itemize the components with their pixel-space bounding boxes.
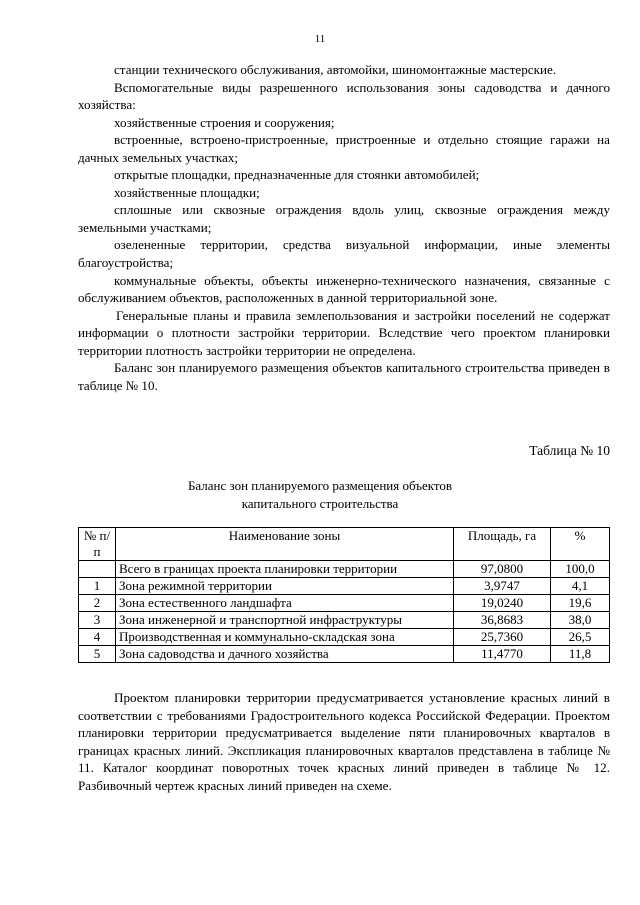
table-cell: 26,5 xyxy=(551,629,610,646)
table-cell: 5 xyxy=(79,646,116,663)
table-cell: 3,9747 xyxy=(454,578,551,595)
table-cell: Зона садоводства и дачного хозяйства xyxy=(116,646,454,663)
list-item: открытые площадки, предназначенные для стоянки автомобилей; xyxy=(114,167,480,183)
table-cell: 19,0240 xyxy=(454,595,551,612)
table-cell: Производственная и коммунально-складская зона xyxy=(116,629,454,646)
table-cell: 11,8 xyxy=(551,646,610,663)
list-item: встроенные, встроено-пристроенные, пристроенные и отдельно стоящие гаражи на дачных земельных участках; xyxy=(78,132,610,165)
table-cell: 4 xyxy=(79,629,116,646)
table-cell: Зона естественного ландшафта xyxy=(116,595,454,612)
table-cell: Зона инженерной и транспортной инфраструктуры xyxy=(116,612,454,629)
table-row xyxy=(79,629,610,646)
header-name: Наименование зоны xyxy=(116,528,454,561)
closing-text xyxy=(78,689,610,794)
table-cell: 4,1 xyxy=(551,578,610,595)
paragraph: Проектом планировки территории предусматривается установление красных линий в соответствии с требованиями Градостроительного кодекса Российской Федерации. Проектом планировки территории предусматривается выделение пяти планировочных кварталов в границах красных линий. Экспликация планировочных кварталов представлена в таблице № 11. Каталог координат поворотных точек красных линий приведен в таблице № 12. Разбивочный чертеж красных линий приведен на схеме. xyxy=(78,690,610,793)
table-row xyxy=(79,646,610,663)
list-item: озелененные территории, средства визуальной информации, иные элементы благоустройства; xyxy=(78,237,610,271)
table-cell: 36,8683 xyxy=(454,612,551,629)
list-item: коммунальные объекты, объекты инженерно-технического назначения, связанные с обслуживанием объектов, расположенных в данной территориальной зоне. xyxy=(78,272,610,306)
table-label: Таблица № 10 xyxy=(529,443,610,458)
table-cell: 97,0800 xyxy=(454,561,551,578)
table-row xyxy=(79,595,610,612)
table-caption-line: Баланс зон планируемого размещения объектов xyxy=(187,478,453,493)
table-caption-line: капитального строительства xyxy=(241,496,399,511)
body-text xyxy=(78,61,610,394)
table-caption xyxy=(0,477,640,513)
table-header-row xyxy=(79,528,610,561)
table-cell: 25,7360 xyxy=(454,629,551,646)
paragraph: станции технического обслуживания, автомойки, шиномонтажные мастерские. xyxy=(114,62,557,77)
table-cell: Всего в границах проекта планировки территории xyxy=(116,561,454,578)
page-number: 11 xyxy=(314,33,326,45)
paragraph: Баланс зон планируемого размещения объектов капитального строительства приведен в таблице № 10. xyxy=(78,360,610,393)
table-cell: Зона режимной территории xyxy=(116,578,454,595)
table-cell: 11,4770 xyxy=(454,646,551,663)
header-num: № п/п xyxy=(79,528,116,561)
list-item: сплошные или сквозные ограждения вдоль улиц, сквозные ограждения между земельными участками; xyxy=(78,202,610,235)
table-row xyxy=(79,578,610,595)
table-cell: 2 xyxy=(79,595,116,612)
table-cell xyxy=(79,561,116,578)
list-item: хозяйственные строения и сооружения; xyxy=(114,114,335,130)
table-cell: 19,6 xyxy=(551,595,610,612)
list-item: хозяйственные площадки; xyxy=(114,184,260,200)
table-cell: 38,0 xyxy=(551,612,610,629)
table-cell: 100,0 xyxy=(551,561,610,578)
paragraph: Вспомогательные виды разрешенного использования зоны садоводства и дачного хозяйства: xyxy=(78,79,610,113)
table-cell: 1 xyxy=(79,578,116,595)
paragraph: Генеральные планы и правила землепользования и застройки поселений не содержат информации о плотности застройки территории. Вследствие чего проектом планировки территории плотность застройки территории не определена. xyxy=(78,307,610,358)
table-row-total xyxy=(79,561,610,578)
header-pct: % xyxy=(551,528,610,561)
table-row xyxy=(79,612,610,629)
header-area: Площадь, га xyxy=(454,528,551,561)
table-cell: 3 xyxy=(79,612,116,629)
zone-balance-table xyxy=(78,527,610,663)
